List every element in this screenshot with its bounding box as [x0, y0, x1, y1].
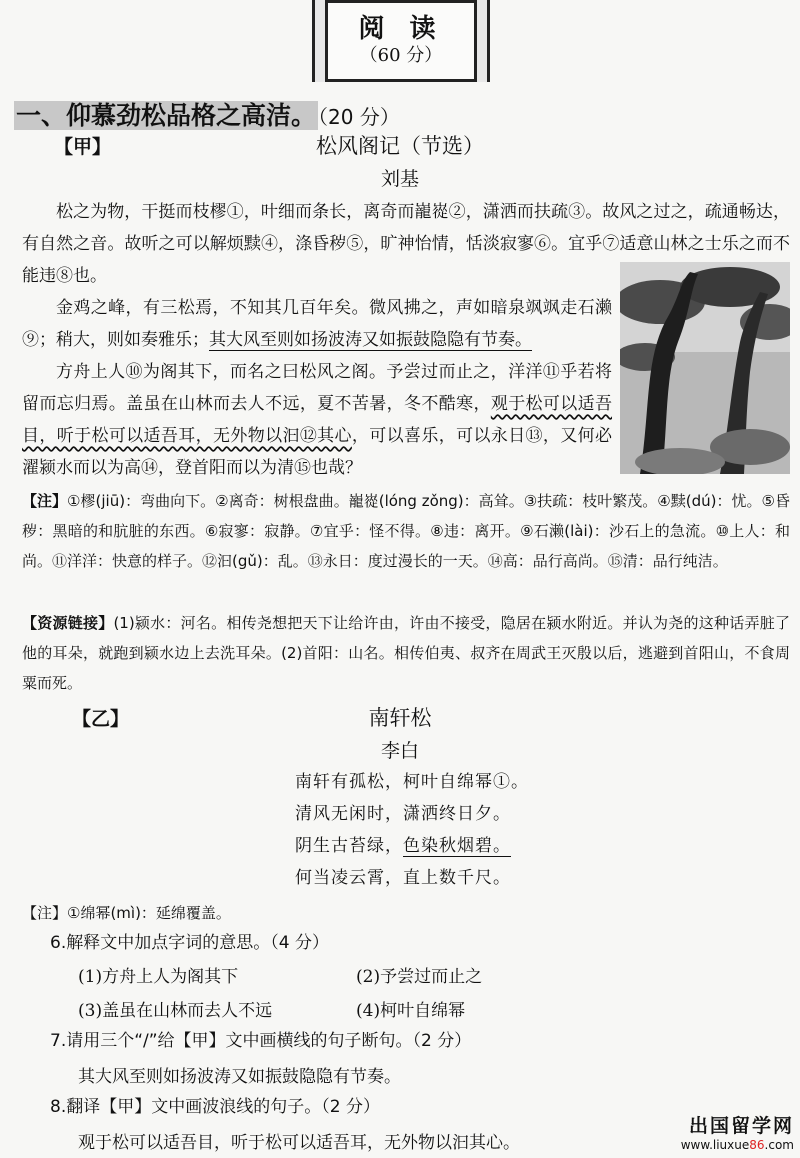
q6-option-4: (4)柯叶自绵幂 — [356, 1001, 466, 1021]
resource-links — [22, 608, 790, 698]
text-a-wavy-sentence: 观于松可以适吾目，听于松可以适吾耳，无外物以汩⑫其心 — [22, 394, 613, 446]
section-points: （20 分） — [318, 105, 400, 129]
notes-text: ①樛(jiū)：弯曲向下。②离奇：树根盘曲。巃嵸(lóng zǒng)：高耸。③扶疏：枝叶繁茂。④黩(dú)：忧。⑤昏秽：黑暗的和肮脏的东西。⑥寂寥：寂静。⑦宜乎：怪不得。⑧违：离开。⑨石濑(lài)：沙石上的急流。⑩上人：和尚。⑪洋洋：快意的样子。⑫汩(gǔ)：乱。⑬永日：度过漫长的一天。⑭高：品行高尚。⑮清：品行纯洁。 — [22, 492, 790, 570]
reading-points: （60 分） — [359, 45, 443, 66]
section-heading-text: 一、仰慕劲松品格之高洁。 — [16, 101, 317, 130]
poem-line: 何当凌云霄，直上数千尺。 — [295, 868, 511, 888]
text-a-paragraph-1: 松之为物，干挺而枝樛①，叶细而条长，离奇而巃嵸②，潇洒而扶疏③。故风之过之，疏通畅达，有自然之音。故听之可以解烦黩④，涤昏秽⑤，旷神怡情，恬淡寂寥⑥。宜乎⑦适意山林之士乐之而不能违⑧也。 — [22, 202, 790, 286]
q7-sentence: 其大风至则如扬波涛又如振鼓隐隐有节奏。 — [78, 1067, 401, 1087]
question-6: 6.解释文中加点字词的意思。（4 分） — [50, 933, 329, 953]
text-a-notes — [22, 486, 790, 576]
pine-tree-photo — [620, 262, 790, 474]
watermark-name: 出国留学网 — [688, 1115, 794, 1137]
poem-line-3 — [295, 830, 511, 862]
poem-line: 清风无闲时，潇洒终日夕。 — [295, 804, 511, 824]
resource-label: 【资源链接】 — [22, 614, 114, 632]
text-a-author: 刘基 — [380, 168, 419, 190]
text-a-label: 【甲】 — [54, 136, 112, 158]
text-a-p3-text: 方舟上人⑩为阁其下，而名之曰松风之阁。予尝过而止之，洋洋⑪乎若将留而忘归焉。盖虽在山林而去人不远，夏不苦暑，冬不酷寒， — [22, 362, 612, 414]
text-a-paragraph-2 — [22, 292, 612, 356]
q8-sentence: 观于松可以适吾目，听于松可以适吾耳，无外物以汩其心。 — [78, 1133, 520, 1153]
text-a-title: 松风阁记（节选） — [316, 134, 484, 158]
watermark-url: www.liuxue86.com — [680, 1138, 794, 1152]
q6-option-3: (3)盖虽在山林而去人不远 — [78, 1001, 273, 1021]
poem-line: 南轩有孤松，柯叶自绵幂①。 — [295, 772, 529, 792]
text-a-p3-end: ，可以喜乐，可以永日⑬，又何必濯颍水而以为高⑭，登首阳而以为清⑮也哉？ — [22, 426, 613, 478]
poem-underlined-phrase: 色染秋烟碧。 — [403, 836, 511, 856]
notes-label: 【注】 — [22, 492, 68, 510]
q6-option-1: (1)方舟上人为阁其下 — [78, 967, 239, 987]
text-a-underlined-sentence: 其大风至则如扬波涛又如振鼓隐隐有节奏。 — [209, 330, 532, 350]
question-7: 7.请用三个“/”给【甲】文中画横线的句子断句。（2 分） — [50, 1031, 472, 1051]
question-8: 8.翻译【甲】文中画波浪线的句子。（2 分） — [50, 1097, 380, 1117]
text-a-p2-text: 金鸡之峰，有三松焉，不知其几百年矣。微风拂之，声如暗泉飒飒走石濑⑨；稍大，则如奏雅乐； — [22, 298, 612, 350]
text-b-label: 【乙】 — [72, 708, 130, 730]
text-a-paragraph-3 — [22, 356, 612, 484]
site-watermark — [681, 1111, 794, 1152]
text-b-title: 南轩松 — [368, 706, 432, 730]
pine-tree-illustration — [620, 262, 790, 474]
text-b-note: 【注】①绵幂(mì)：延绵覆盖。 — [22, 904, 231, 922]
text-b-author: 李白 — [380, 740, 419, 762]
reading-title-scroll — [325, 0, 477, 82]
section-heading — [14, 96, 400, 132]
q6-option-2: (2)予尝过而止之 — [356, 967, 483, 987]
poem-line-3-start: 阴生古苔绿， — [295, 836, 403, 856]
reading-title: 阅 读 — [358, 14, 444, 44]
resource-text: (1)颍水：河名。相传尧想把天下让给许由，许由不接受，隐居在颍水附近。并认为尧的这种话弄脏了他的耳朵，就跑到颍水边上去洗耳朵。(2)首阳：山名。相传伯夷、叔齐在周武王灭殷以后，逃避到首阳山，不食周粟而死。 — [22, 614, 790, 692]
